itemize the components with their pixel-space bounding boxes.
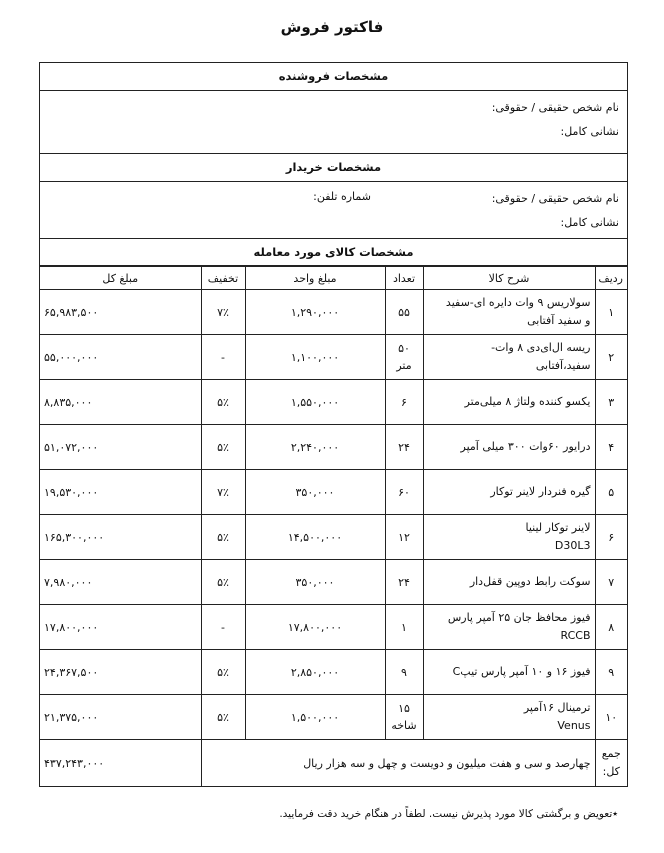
row-number: ۹ <box>595 650 627 695</box>
item-description <box>423 650 595 695</box>
item-discount: ۵٪ <box>201 380 245 425</box>
invoice-frame <box>39 62 628 787</box>
description-line-2: Venus <box>557 719 591 732</box>
description-line-1: فیوز محافظ جان ۲۵ آمپر پارس <box>447 611 591 624</box>
quantity-value: ۹ <box>401 665 407 679</box>
item-unit-price: ۱,۵۵۰,۰۰۰ <box>245 380 385 425</box>
row-number: ۷ <box>595 560 627 605</box>
row-number: ۳ <box>595 380 627 425</box>
item-description <box>423 335 595 380</box>
item-unit-price: ۱,۵۰۰,۰۰۰ <box>245 695 385 740</box>
item-total: ۱۷,۸۰۰,۰۰۰ <box>40 605 201 650</box>
quantity-value: ۶ <box>401 395 407 409</box>
buyer-phone-label: شماره تلفن: <box>313 190 371 203</box>
table-row <box>40 695 627 740</box>
quantity-value: ۱ <box>401 620 407 634</box>
item-total: ۵۵,۰۰۰,۰۰۰ <box>40 335 201 380</box>
sum-row <box>40 740 627 787</box>
table-row <box>40 560 627 605</box>
table-row <box>40 290 627 335</box>
table-row <box>40 650 627 695</box>
sum-total: ۴۳۷,۲۴۳,۰۰۰ <box>40 740 201 787</box>
quantity-value: ۲۴ <box>398 575 410 589</box>
table-row <box>40 380 627 425</box>
description-line-1: درایور ۶۰وات ۳۰۰ میلی آمپر <box>460 440 591 453</box>
item-unit-price: ۲,۸۵۰,۰۰۰ <box>245 650 385 695</box>
sum-label-line-2: کل: <box>602 765 620 778</box>
description-line-1: لاینر توکار لینیا <box>525 521 591 534</box>
description-line-2: سفید،آفتابی <box>535 359 591 372</box>
item-quantity <box>385 515 423 560</box>
quantity-value: ۶۰ <box>398 485 410 499</box>
sum-label-line-1: جمع <box>601 747 621 760</box>
buyer-name-label: نام شخص حقیقی / حقوقی: <box>491 192 619 205</box>
buyer-section-title: مشخصات خریدار <box>40 154 627 182</box>
seller-details <box>40 91 627 154</box>
header-total: مبلغ کل <box>40 267 201 290</box>
seller-name-label: نام شخص حقیقی / حقوقی: <box>491 101 619 114</box>
item-total: ۷,۹۸۰,۰۰۰ <box>40 560 201 605</box>
item-discount: ۵٪ <box>201 425 245 470</box>
item-total: ۲۱,۳۷۵,۰۰۰ <box>40 695 201 740</box>
item-quantity <box>385 470 423 515</box>
item-description <box>423 380 595 425</box>
goods-header-row <box>40 267 627 290</box>
table-row <box>40 605 627 650</box>
item-quantity <box>385 425 423 470</box>
description-line-1: یکسو کننده ولتاژ ۸ میلی‌متر <box>464 395 591 408</box>
quantity-value: ۱۵ <box>398 702 410 715</box>
item-description <box>423 560 595 605</box>
quantity-value: ۱۲ <box>398 530 410 544</box>
invoice-title: فاکتور فروش <box>280 18 384 36</box>
buyer-address-label: نشانی کامل: <box>560 216 619 229</box>
item-unit-price: ۱,۲۹۰,۰۰۰ <box>245 290 385 335</box>
item-unit-price: ۳۵۰,۰۰۰ <box>245 470 385 515</box>
goods-section-title: مشخصات کالای مورد معامله <box>40 239 627 266</box>
header-row-number: ردیف <box>595 267 627 290</box>
item-total: ۵۱,۰۷۲,۰۰۰ <box>40 425 201 470</box>
quantity-value: ۲۴ <box>398 440 410 454</box>
quantity-value: ۵۰ <box>398 342 410 355</box>
row-number: ۵ <box>595 470 627 515</box>
item-total: ۶۵,۹۸۳,۵۰۰ <box>40 290 201 335</box>
item-quantity <box>385 380 423 425</box>
row-number: ۸ <box>595 605 627 650</box>
item-quantity <box>385 560 423 605</box>
table-row <box>40 470 627 515</box>
quantity-unit: متر <box>396 359 412 372</box>
sum-label <box>595 740 627 787</box>
goods-table <box>40 266 627 786</box>
item-discount: - <box>201 605 245 650</box>
buyer-details <box>40 182 627 239</box>
description-line-1: ترمینال ۱۶آمپر <box>523 701 591 714</box>
seller-section-title: مشخصات فروشنده <box>40 63 627 91</box>
quantity-value: ۵۵ <box>398 305 410 319</box>
description-line-2: و سفید آفتابی <box>527 314 591 327</box>
row-number: ۴ <box>595 425 627 470</box>
sum-in-words: چهارصد و سی و هفت میلیون و دویست و چهل و سه هزار ریال <box>201 740 595 787</box>
item-description <box>423 515 595 560</box>
item-description <box>423 605 595 650</box>
item-unit-price: ۱۴,۵۰۰,۰۰۰ <box>245 515 385 560</box>
header-discount: تخفیف <box>201 267 245 290</box>
item-quantity <box>385 290 423 335</box>
item-description <box>423 695 595 740</box>
description-line-1: فیوز ۱۶ و ۱۰ آمپر پارس تیپC <box>452 665 591 678</box>
row-number: ۲ <box>595 335 627 380</box>
description-line-2: D30L3 <box>554 539 591 552</box>
header-quantity: تعداد <box>385 267 423 290</box>
item-quantity <box>385 605 423 650</box>
description-line-1: سوکت رابط دوپین قفل‌دار <box>469 575 591 588</box>
description-line-2: RCCB <box>560 629 591 642</box>
description-line-1: سولاریس ۹ وات دایره ای-سفید <box>445 296 591 309</box>
item-description <box>423 290 595 335</box>
row-number: ۶ <box>595 515 627 560</box>
item-discount: ۵٪ <box>201 515 245 560</box>
header-description: شرح کالا <box>423 267 595 290</box>
item-description <box>423 470 595 515</box>
description-line-1: گیره فنردار لاینر توکار <box>490 485 591 498</box>
header-unit-price: مبلغ واحد <box>245 267 385 290</box>
item-total: ۸,۸۳۵,۰۰۰ <box>40 380 201 425</box>
table-row <box>40 335 627 380</box>
item-unit-price: ۱۷,۸۰۰,۰۰۰ <box>245 605 385 650</box>
row-number: ۱ <box>595 290 627 335</box>
quantity-unit: شاخه <box>391 719 417 732</box>
item-total: ۲۴,۳۶۷,۵۰۰ <box>40 650 201 695</box>
item-discount: ۵٪ <box>201 650 245 695</box>
seller-address-label: نشانی کامل: <box>560 125 619 138</box>
item-discount: ۷٪ <box>201 470 245 515</box>
row-number: ۱۰ <box>595 695 627 740</box>
item-quantity <box>385 695 423 740</box>
item-unit-price: ۲,۲۴۰,۰۰۰ <box>245 425 385 470</box>
description-line-1: ریسه ال‌ای‌دی ۸ وات- <box>491 341 591 354</box>
item-unit-price: ۱,۱۰۰,۰۰۰ <box>245 335 385 380</box>
table-row <box>40 515 627 560</box>
item-total: ۱۹,۵۳۰,۰۰۰ <box>40 470 201 515</box>
item-unit-price: ۳۵۰,۰۰۰ <box>245 560 385 605</box>
item-discount: - <box>201 335 245 380</box>
item-description <box>423 425 595 470</box>
item-discount: ۷٪ <box>201 290 245 335</box>
item-quantity <box>385 335 423 380</box>
table-row <box>40 425 627 470</box>
item-total: ۱۶۵,۳۰۰,۰۰۰ <box>40 515 201 560</box>
item-quantity <box>385 650 423 695</box>
item-discount: ۵٪ <box>201 695 245 740</box>
item-discount: ۵٪ <box>201 560 245 605</box>
return-policy-note: ٭تعویض و برگشتی کالا مورد پذیرش نیست. لطفاً در هنگام خرید دقت فرمایید. <box>279 808 618 820</box>
